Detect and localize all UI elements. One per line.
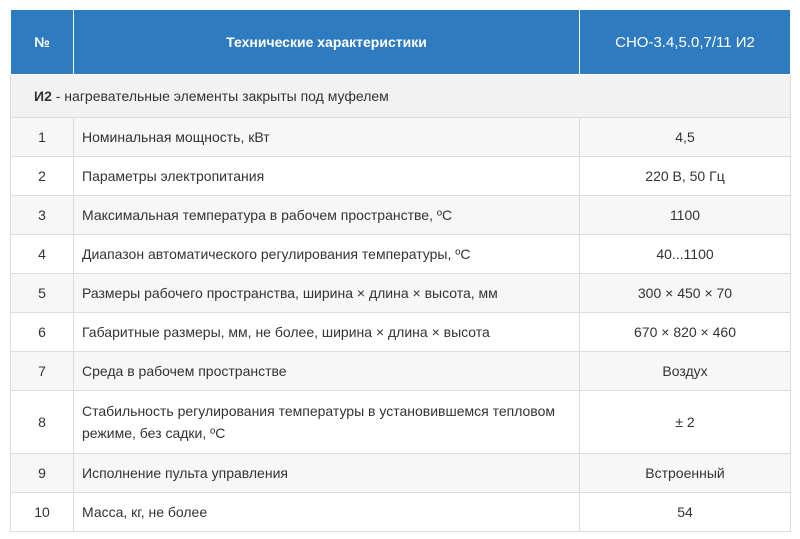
note-text: - нагревательные элементы закрыты под муфелем bbox=[51, 88, 389, 104]
table-row bbox=[11, 454, 791, 493]
row-name: Параметры электропитания bbox=[74, 157, 580, 196]
row-name: Диапазон автоматического регулирования температуры, ºС bbox=[74, 235, 580, 274]
row-name: Исполнение пульта управления bbox=[74, 454, 580, 493]
row-name: Стабильность регулирования температуры в установившемся тепловом режиме, без садки, ºС bbox=[74, 391, 580, 454]
note-cell bbox=[11, 75, 791, 118]
row-value: 1100 bbox=[580, 196, 791, 235]
note-row bbox=[11, 75, 791, 118]
note-code: И2 bbox=[34, 88, 52, 104]
table-header-row bbox=[11, 10, 791, 75]
row-number: 1 bbox=[11, 118, 74, 157]
table-row bbox=[11, 274, 791, 313]
header-model: СНО-3.4,5.0,7/11 И2 bbox=[580, 10, 791, 75]
header-characteristics: Технические характеристики bbox=[74, 10, 580, 75]
row-name: Габаритные размеры, мм, не более, ширина × длина × высота bbox=[74, 313, 580, 352]
row-name: Среда в рабочем пространстве bbox=[74, 352, 580, 391]
specs-table bbox=[10, 10, 791, 532]
row-value: 40...1100 bbox=[580, 235, 791, 274]
table-row bbox=[11, 313, 791, 352]
row-number: 7 bbox=[11, 352, 74, 391]
row-value: Воздух bbox=[580, 352, 791, 391]
specs-table-container bbox=[10, 10, 790, 532]
header-number: № bbox=[11, 10, 74, 75]
row-number: 5 bbox=[11, 274, 74, 313]
row-number: 3 bbox=[11, 196, 74, 235]
row-name: Масса, кг, не более bbox=[74, 493, 580, 532]
row-value: 300 × 450 × 70 bbox=[580, 274, 791, 313]
row-number: 9 bbox=[11, 454, 74, 493]
row-number: 2 bbox=[11, 157, 74, 196]
row-value: 54 bbox=[580, 493, 791, 532]
row-value: 670 × 820 × 460 bbox=[580, 313, 791, 352]
row-value: ± 2 bbox=[580, 391, 791, 454]
table-row bbox=[11, 157, 791, 196]
row-value: Встроенный bbox=[580, 454, 791, 493]
row-number: 10 bbox=[11, 493, 74, 532]
row-value: 220 В, 50 Гц bbox=[580, 157, 791, 196]
row-name: Размеры рабочего пространства, ширина × длина × высота, мм bbox=[74, 274, 580, 313]
row-value: 4,5 bbox=[580, 118, 791, 157]
table-row bbox=[11, 391, 791, 454]
row-number: 6 bbox=[11, 313, 74, 352]
table-row bbox=[11, 235, 791, 274]
row-name: Максимальная температура в рабочем пространстве, ºС bbox=[74, 196, 580, 235]
table-row bbox=[11, 118, 791, 157]
row-number: 8 bbox=[11, 391, 74, 454]
row-number: 4 bbox=[11, 235, 74, 274]
table-row bbox=[11, 493, 791, 532]
row-name: Номинальная мощность, кВт bbox=[74, 118, 580, 157]
table-row bbox=[11, 352, 791, 391]
table-row bbox=[11, 196, 791, 235]
